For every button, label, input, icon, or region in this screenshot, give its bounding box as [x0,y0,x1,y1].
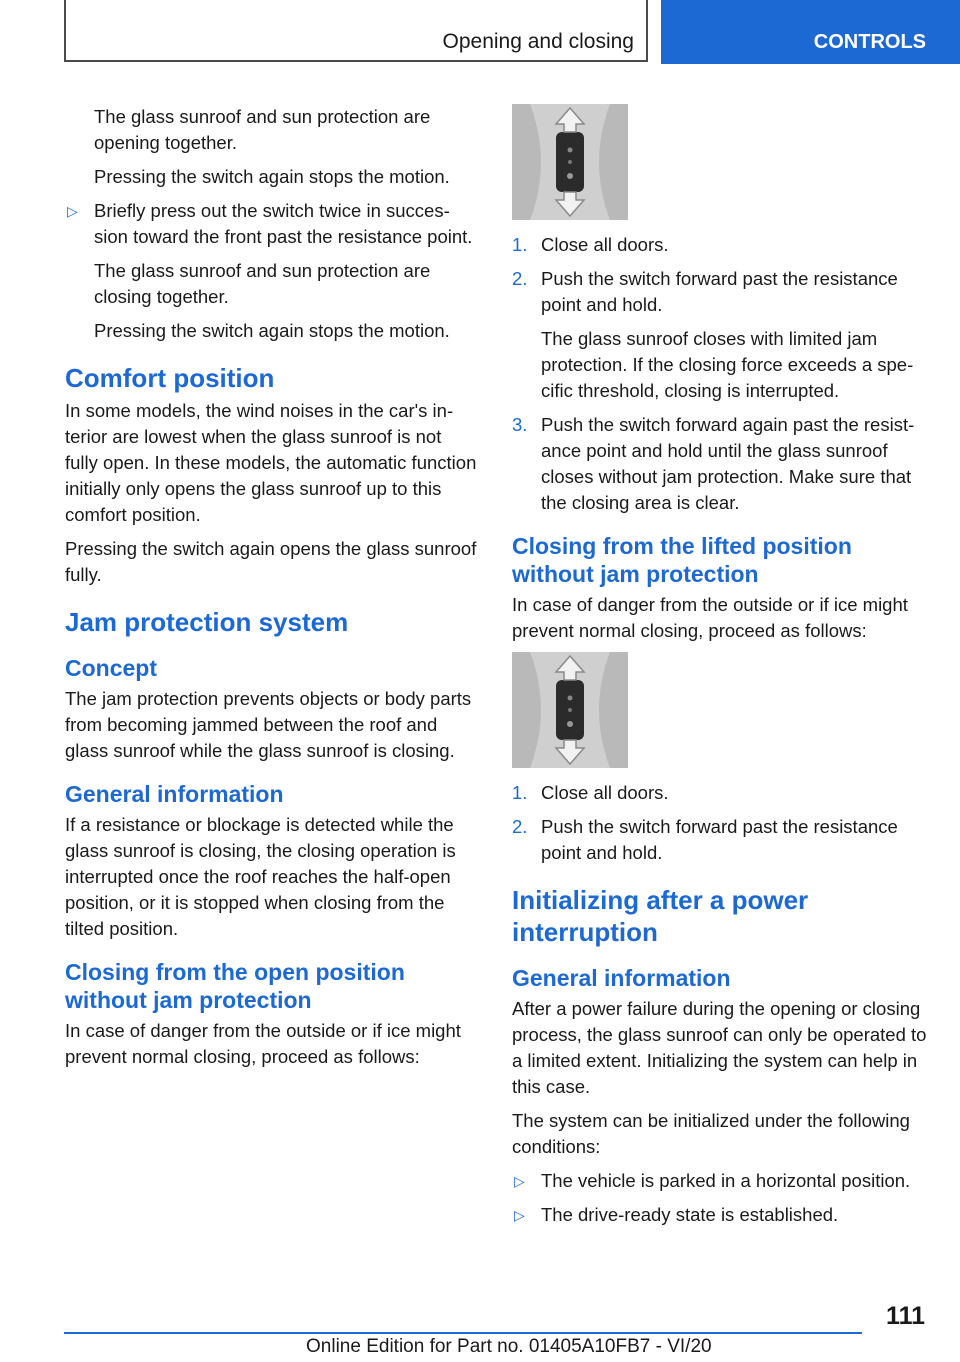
sunroof-switch-image [512,652,628,768]
paragraph: In some models, the wind noises in the car's interior are lowest when the glass sunroof is not fully open. In these models, the automatic function initially only opens the glass sunroof up to this comfort position. [65,400,477,525]
paragraph: If a resistance or blockage is detected while the glass sunroof is closing, the closing operation is interrupted once the roof reaches the half-open position, or it is stopped when closing from the tilted position. [65,814,456,939]
bullet-item [512,1202,928,1228]
step-number: 1. [512,782,528,803]
heading-comfort-position: Comfort position [65,363,275,393]
step-text: Push the switch forward past the resistance point and hold. [541,816,898,863]
bullet-text: The vehicle is parked in a horizontal position. [541,1170,911,1191]
paragraph: After a power failure during the opening or closing process, the glass sunroof can only be operated to a limited extent. Initializing the system can help in this case. [512,998,927,1097]
paragraph: The glass sunroof and sun protection are closing together. [94,260,431,307]
step-number: 3. [512,414,528,435]
step-text: Close all doors. [541,234,669,255]
page-number: 111 [886,1302,925,1330]
paragraph: In case of danger from the outside or if ice might prevent normal closing, proceed as follows: [65,1020,461,1067]
triangle-bullet-icon: ▷ [514,1173,525,1189]
right-column [512,104,928,1236]
paragraph: Pressing the switch again stops the motion. [94,320,450,341]
heading-general-information: General information [512,965,731,991]
paragraph: Pressing the switch again opens the glass sunroof fully. [65,538,477,585]
list-item [512,814,928,866]
step-number: 2. [512,268,528,289]
paragraph: The glass sunroof closes with limited jam protection. If the closing force exceeds a specific threshold, closing is interrupted. [541,328,914,401]
list-item [512,780,928,806]
step-text: Push the switch forward again past the resistance point and hold until the glass sunroof closes without jam protection. Make sure that the closing area is clear. [541,414,915,513]
bullet-item [65,198,477,250]
paragraph: The system can be initialized under the following conditions: [512,1110,910,1157]
step-text: Push the switch forward past the resistance point and hold. [541,268,898,315]
bullet-text: The drive-ready state is established. [541,1204,839,1225]
sunroof-switch-image [512,104,628,220]
header-chapter-title: CONTROLS [813,31,926,53]
paragraph: In case of danger from the outside or if ice might prevent normal closing, proceed as follows: [512,594,908,641]
heading-initializing: Initializing after a power interruption [512,885,809,947]
header-section-title: Opening and closing [442,30,634,53]
step-number: 1. [512,234,528,255]
sunroof-switch-icon [512,104,628,220]
header-chapter-tab [661,0,960,64]
sunroof-switch-icon [512,652,628,768]
heading-closing-lifted-position: Closing from the lifted position without jam protection [512,533,852,587]
bullet-text: Briefly press out the switch twice in succession toward the front past the resistance point. [94,200,473,247]
heading-closing-open-position: Closing from the open position without jam protection [65,959,405,1013]
left-column [65,104,477,1078]
bullet-item [512,1168,928,1194]
heading-jam-protection: Jam protection system [65,607,349,637]
list-item [512,232,928,258]
footer-divider [64,1332,862,1334]
step-number: 2. [512,816,528,837]
heading-concept: Concept [65,655,157,681]
list-item [512,412,928,516]
footer-edition: Online Edition for Part no. 01405A10FB7 - VI/20 [306,1336,712,1357]
triangle-bullet-icon: ▷ [514,1207,525,1223]
paragraph: The glass sunroof and sun protection are opening together. [94,106,431,153]
heading-general-information: General information [65,781,284,807]
list-item [512,266,928,318]
step-text: Close all doors. [541,782,669,803]
triangle-bullet-icon: ▷ [67,203,78,219]
paragraph: The jam protection prevents objects or body parts from becoming jammed between the roof and glass sunroof while the glass sunroof is closing. [65,688,472,761]
header-section-box [64,0,648,62]
paragraph: Pressing the switch again stops the motion. [94,166,450,187]
